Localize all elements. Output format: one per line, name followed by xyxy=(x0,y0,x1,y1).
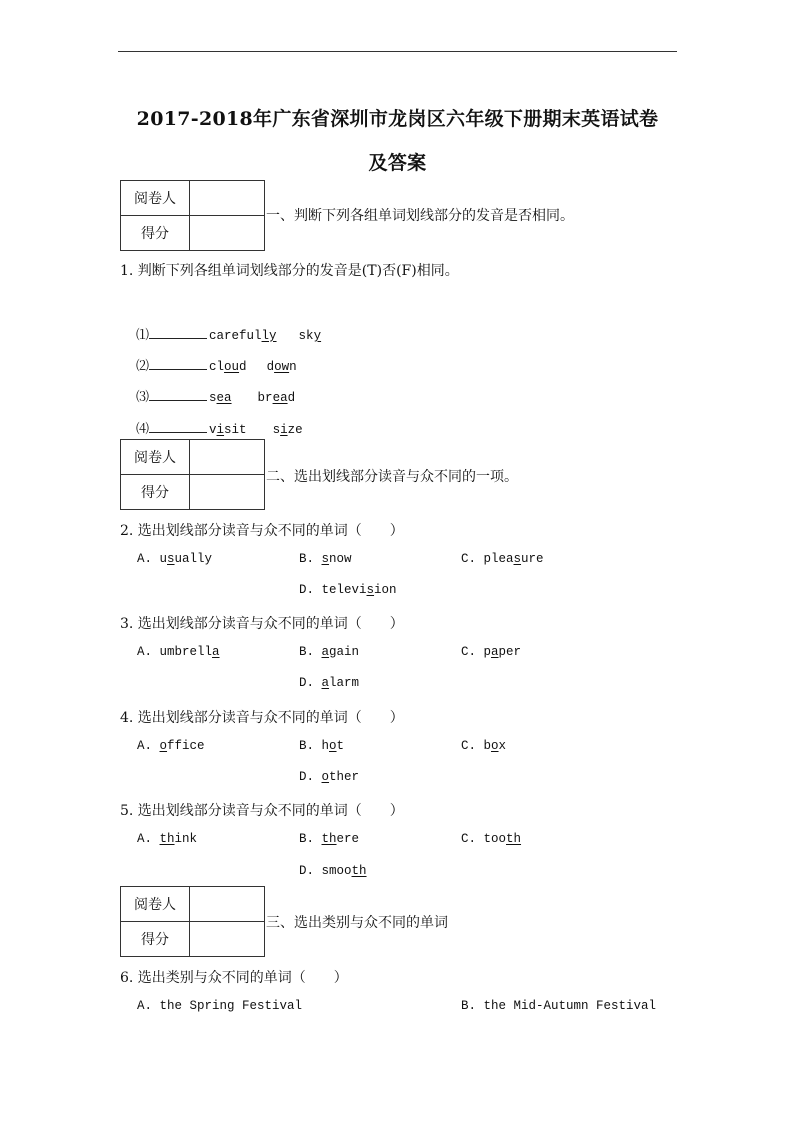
answer-blank[interactable] xyxy=(149,420,207,433)
reviewer-label: 阅卷人 xyxy=(121,887,190,922)
option-c[interactable]: C. paper xyxy=(461,645,522,659)
score-field[interactable] xyxy=(190,216,265,251)
reviewer-label: 阅卷人 xyxy=(121,440,190,475)
option-c[interactable]: C. pleasure xyxy=(461,552,544,566)
question-1-prompt: 1. 判断下列各组单词划线部分的发音是(T)否(F)相同。 xyxy=(120,263,459,279)
option-d[interactable]: D. television xyxy=(299,583,397,597)
section-heading: 三、选出类别与众不同的单词 xyxy=(266,915,448,931)
option-b[interactable]: B. snow xyxy=(299,552,352,566)
reviewer-field[interactable] xyxy=(190,440,265,475)
reviewer-label: 阅卷人 xyxy=(121,181,190,216)
score-field[interactable] xyxy=(190,922,265,957)
option-a[interactable]: A. usually xyxy=(137,552,213,566)
answer-blank[interactable] xyxy=(149,357,207,370)
score-label: 得分 xyxy=(121,475,190,510)
score-label: 得分 xyxy=(121,216,190,251)
question-5-prompt: 5. 选出划线部分读音与众不同的单词（ ） xyxy=(120,803,404,819)
answer-blank[interactable] xyxy=(149,326,207,339)
q1-item: ⑶ sea bread xyxy=(136,390,296,405)
section-heading: 一、判断下列各组单词划线部分的发音是否相同。 xyxy=(266,208,574,224)
option-c[interactable]: C. tooth xyxy=(461,832,522,846)
option-b[interactable]: B. there xyxy=(299,832,360,846)
option-a[interactable]: A. think xyxy=(137,832,198,846)
score-box xyxy=(120,180,265,251)
question-2-prompt: 2. 选出划线部分读音与众不同的单词（ ） xyxy=(120,523,404,539)
q1-item: ⑵ cloud down xyxy=(136,359,297,374)
q1-item: ⑴ carefully sky xyxy=(136,328,322,343)
option-a[interactable]: A. the Spring Festival xyxy=(137,999,303,1013)
option-d[interactable]: D. smooth xyxy=(299,864,367,878)
reviewer-field[interactable] xyxy=(190,181,265,216)
option-a[interactable]: A. umbrella xyxy=(137,645,220,659)
question-3-prompt: 3. 选出划线部分读音与众不同的单词（ ） xyxy=(120,616,404,632)
reviewer-field[interactable] xyxy=(190,887,265,922)
header-rule xyxy=(118,51,677,52)
q1-item: ⑷ visit size xyxy=(136,422,303,437)
answer-blank[interactable] xyxy=(149,388,207,401)
option-b[interactable]: B. the Mid-Autumn Festival xyxy=(461,999,657,1013)
question-6-prompt: 6. 选出类别与众不同的单词（ ） xyxy=(120,970,348,986)
option-b[interactable]: B. again xyxy=(299,645,360,659)
score-box xyxy=(120,886,265,957)
option-a[interactable]: A. office xyxy=(137,739,205,753)
page-title-line2: 及答案 xyxy=(368,152,427,174)
question-4-prompt: 4. 选出划线部分读音与众不同的单词（ ） xyxy=(120,710,404,726)
score-label: 得分 xyxy=(121,922,190,957)
option-d[interactable]: D. other xyxy=(299,770,360,784)
score-box xyxy=(120,439,265,510)
option-d[interactable]: D. alarm xyxy=(299,676,360,690)
page-title: 2017-2018年广东省深圳市龙岗区六年级下册期末英语试卷 xyxy=(136,108,659,130)
score-field[interactable] xyxy=(190,475,265,510)
section-heading: 二、选出划线部分读音与众不同的一项。 xyxy=(266,469,518,485)
option-b[interactable]: B. hot xyxy=(299,739,345,753)
option-c[interactable]: C. box xyxy=(461,739,507,753)
